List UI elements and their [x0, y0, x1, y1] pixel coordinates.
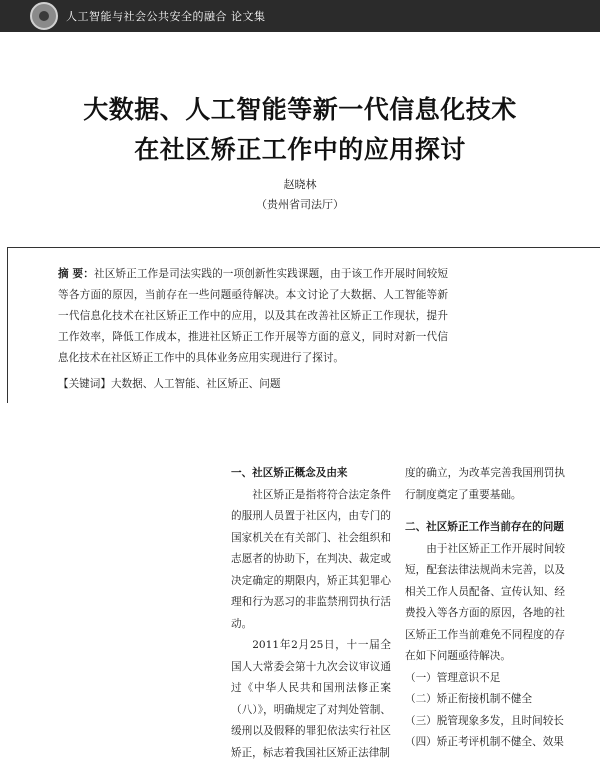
abstract-label: 摘 要：	[58, 268, 95, 280]
section-2-paragraph-1: 由于社区矫正工作开展时间较短，配套法律法规尚未完善，以及相关工作人员配备、宣传认知、经费投入等各方面的原因，各地的社区矫正工作当前难免不同程度的存在如下问题亟待解决。	[405, 542, 565, 662]
list-item: （一）管理意识不足	[405, 671, 501, 684]
section-1-paragraph-3: 度的确立，为改革完善我国刑罚执行制度奠定了重要基础。	[405, 467, 565, 501]
paper-title-line-2: 在社区矫正工作中的应用探讨	[134, 135, 466, 164]
journal-logo-icon	[30, 2, 58, 30]
section-1-paragraph-2: 2011年2月25日，十一届全国人大常委会第十九次会议审议通过《中华人民共和国刑法修正案（八）》，明确规定了对判处管制、缓刑以及假释的罪犯依法实行社区矫正，标志着我国社区矫正法律制	[231, 639, 391, 759]
abstract	[58, 264, 448, 369]
running-header	[0, 0, 600, 32]
body-column-left	[231, 463, 391, 764]
section-1-heading: 一、社区矫正概念及由来	[231, 467, 348, 479]
list-item: （二）矫正衔接机制不健全	[405, 693, 533, 705]
author-affiliation: （贵州省司法厅）	[256, 198, 344, 211]
author-name: 赵晓林	[283, 178, 317, 191]
section-1-paragraph-1: 社区矫正是指将符合法定条件的服刑人员置于社区内，由专门的国家机关在有关部门、社会组织和志愿者的协助下，在判决、裁定或决定确定的期限内，矫正其犯罪心理和行为恶习的非监禁刑罚执行活动。	[231, 488, 391, 630]
keywords	[58, 376, 280, 391]
keywords-label: 【关键词】	[58, 378, 111, 390]
list-item: （三）脱管现象多发，且时间较长	[405, 714, 564, 727]
list-item: （四）矫正考评机制不健全、效果	[405, 736, 564, 748]
abstract-body: 社区矫正工作是司法实践的一项创新性实践课题，由于该工作开展时间较短等各方面的原因，当前存在一些问题亟待解决。本文讨论了大数据、人工智能等新一代信息化技术在社区矫正工作中的应用，以及其在改善社区矫正工作现状，提升工作效率，降低工作成本，推进社区矫正工作开展等方面的意义，同时对新一代信息化技术在社区矫正工作中的具体业务应用实现进行了探讨。	[58, 268, 448, 364]
paper-title-line-1: 大数据、人工智能等新一代信息化技术	[83, 95, 517, 124]
section-2-heading: 二、社区矫正工作当前存在的问题	[405, 521, 564, 533]
body-column-right	[405, 463, 565, 754]
keywords-list: 大数据、人工智能、社区矫正、问题	[110, 378, 281, 390]
running-title: 人工智能与社会公共安全的融合 论文集	[66, 10, 266, 23]
